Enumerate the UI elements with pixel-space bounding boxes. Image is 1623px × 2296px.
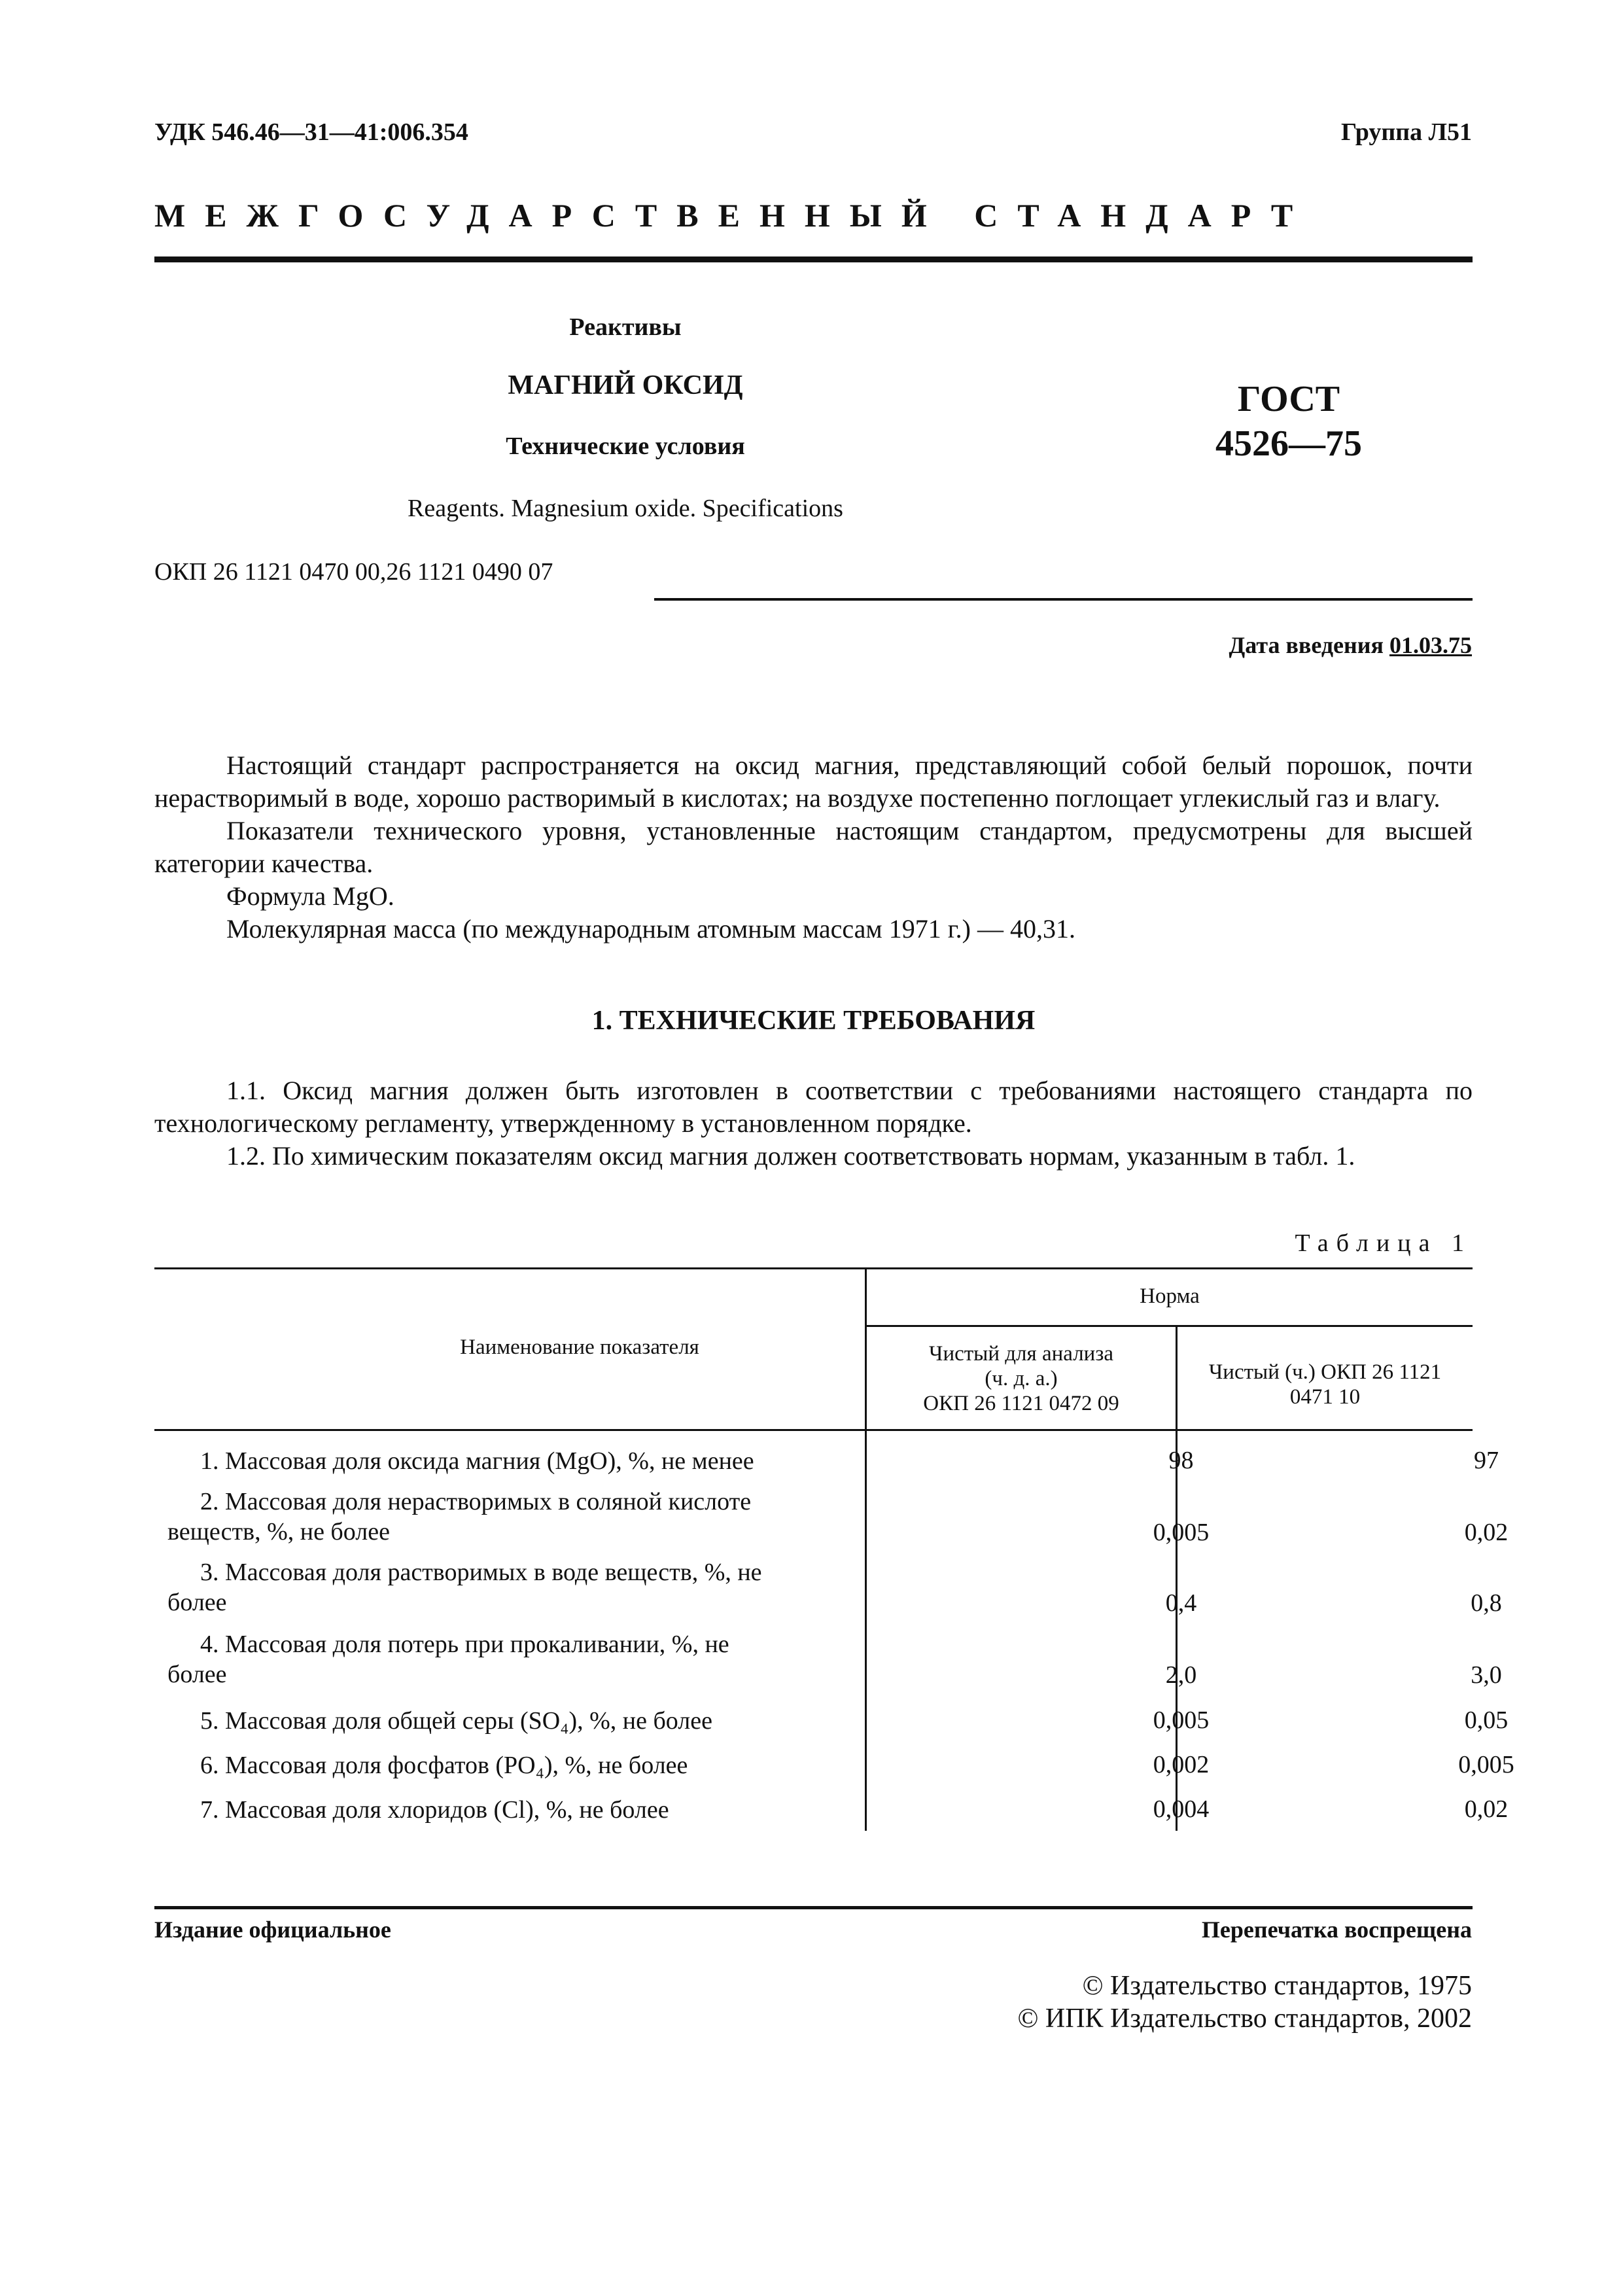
row-label: 2. Массовая доля нерастворимых в соляной кислоте веществ, %, не более [167, 1488, 752, 1545]
row-label: 3. Массовая доля растворимых в воде веществ, %, не более [167, 1559, 762, 1616]
table-header-rule [154, 1429, 1473, 1431]
header-a-line: Чистый для анализа [929, 1342, 1113, 1366]
table-top-rule [154, 1267, 1473, 1269]
header-a-line: (ч. д. а.) [985, 1367, 1058, 1390]
header-b-line: Чистый (ч.) ОКП 26 1121 [1208, 1360, 1442, 1384]
header-a-line: ОКП 26 1121 0472 09 [923, 1392, 1119, 1415]
row-label: 7. Массовая доля хлоридов (Cl), %, не более [200, 1796, 669, 1824]
table-header-pure [1178, 1360, 1473, 1409]
copyright-line: © ИПК Издательство стандартов, 2002 [1017, 2004, 1472, 2034]
header-b-line: 0471 10 [1289, 1385, 1361, 1409]
gost-label: ГОСТ [1237, 379, 1340, 419]
okp-codes: ОКП 26 1121 0470 00,26 1121 0490 07 [154, 558, 553, 586]
row-value-pure-analysis: 98 [1168, 1447, 1194, 1474]
intro-date-value: 01.03.75 [1389, 632, 1472, 658]
table-divider [865, 1267, 867, 1831]
intro-date [1229, 631, 1473, 659]
row-value-pure: 0,02 [1464, 1519, 1509, 1546]
gost-code: 4526—75 [1215, 423, 1362, 464]
table-norm-rule [865, 1325, 1473, 1327]
row-value-pure-analysis: 0,002 [1153, 1751, 1210, 1778]
clause-1-2: 1.2. По химическим показателям оксид магния должен соответствовать нормам, указанным в табл. 1. [226, 1141, 1355, 1171]
gost-number [1171, 377, 1406, 466]
section-text [154, 1074, 1473, 1173]
group-code: Группа Л51 [1340, 118, 1472, 146]
copyright-block [1017, 1969, 1472, 2035]
table-header-name: Наименование показателя [460, 1335, 699, 1359]
row-value-pure-analysis: 2,0 [1165, 1661, 1197, 1689]
row-value-pure: 0,8 [1471, 1589, 1502, 1617]
table-header-pure-analysis [867, 1341, 1176, 1416]
row-value-pure-analysis: 0,005 [1153, 1519, 1210, 1546]
row-value-pure: 97 [1474, 1447, 1499, 1474]
row-value-pure: 3,0 [1471, 1661, 1502, 1689]
title-reagents: Реактивы [569, 313, 682, 341]
table-header-norm: Норма [1140, 1284, 1200, 1308]
intro-paragraph: Настоящий стандарт распространяется на оксид магния, представляющий собой белый порошок, почти нерастворимый в воде, хорошо растворимый в кислотах; на воздухе постепенно поглощает углекислый газ и влагу. [154, 751, 1473, 813]
udk-code: УДК 546.46—31—41:006.354 [154, 118, 468, 146]
document-subtitle: Технические условия [506, 433, 745, 460]
row-value-pure-analysis: 0,4 [1165, 1589, 1197, 1617]
row-value-pure-analysis: 0,005 [1153, 1706, 1210, 1734]
intro-date-label: Дата введения [1229, 632, 1384, 658]
intro-text [154, 749, 1473, 945]
section-title: 1. ТЕХНИЧЕСКИЕ ТРЕБОВАНИЯ [591, 1006, 1036, 1036]
intro-formula: Формула MgO. [226, 881, 394, 911]
row-label: 1. Массовая доля оксида магния (MgO), %, не менее [200, 1447, 754, 1475]
header-rule [154, 256, 1473, 262]
copyright-line: © Издательство стандартов, 1975 [1082, 1971, 1472, 2001]
row-value-pure-analysis: 0,004 [1153, 1795, 1210, 1823]
reprint-notice: Перепечатка воспрещена [1201, 1916, 1472, 1943]
table-caption: Таблица 1 [1295, 1229, 1472, 1257]
intro-molar-mass: Молекулярная масса (по международным атомным массам 1971 г.) — 40,31. [226, 914, 1075, 944]
row-value-pure: 0,05 [1464, 1706, 1509, 1734]
row-value-pure: 0,005 [1458, 1751, 1514, 1778]
okp-rule [654, 598, 1473, 601]
official-edition: Издание официальное [154, 1916, 391, 1943]
document-title: МАГНИЙ ОКСИД [508, 370, 743, 400]
clause-1-1: 1.1. Оксид магния должен быть изготовлен в соответствии с требованиями настоящего стандарта по технологическому регламенту, утвержденному в установленном порядке. [154, 1076, 1473, 1138]
intro-paragraph: Показатели технического уровня, установленные настоящим стандартом, предусмотрены для высшей категории качества. [154, 816, 1473, 878]
footer-rule [154, 1906, 1473, 1909]
row-label: 5. Массовая доля общей серы (SO₄), %, не более [200, 1707, 712, 1735]
standard-banner: МЕЖГОСУДАРСТВЕННЫЙ СТАНДАРТ [154, 197, 1313, 234]
row-label: 4. Массовая доля потерь при прокаливании, %, не более [167, 1631, 729, 1688]
english-title: Reagents. Magnesium oxide. Specifications [408, 495, 843, 522]
row-label: 6. Массовая доля фосфатов (PO₄), %, не более [200, 1752, 688, 1779]
row-value-pure: 0,02 [1464, 1795, 1509, 1823]
